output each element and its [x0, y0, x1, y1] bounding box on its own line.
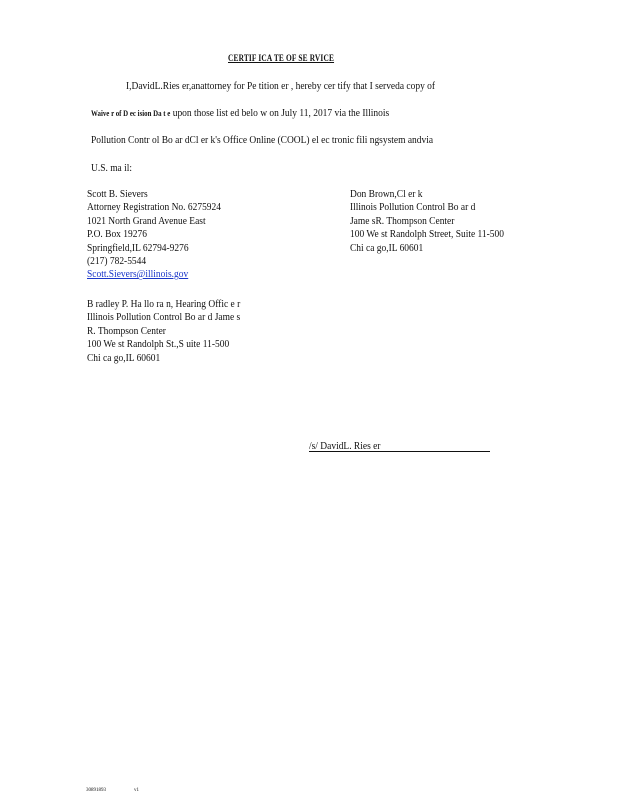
document-version: v1: [134, 788, 139, 793]
address-line: Chi ca go,IL 60601: [87, 351, 161, 364]
address-line: Chi ca go,IL 60601: [350, 241, 424, 254]
address-line: 100 We st Randolph Street, Suite 11-500: [350, 228, 505, 241]
address-line: (217) 782-5544: [87, 254, 147, 267]
signature-line: [309, 451, 490, 452]
address-line: Don Brown,Cl er k: [350, 188, 423, 200]
document-title: CERTIF ICA TE OF SE RVICE: [228, 53, 335, 63]
signature: /s/ DavidL. Ries er: [309, 440, 381, 452]
recipient-address-clerk: [350, 188, 504, 255]
address-line: B radley P. Ha llo ra n, Hearing Offic e r: [87, 298, 241, 310]
address-line: 100 We st Randolph St.,S uite 11-500: [87, 338, 230, 351]
address-line: Jame sR. Thompson Center: [350, 214, 455, 227]
certification-line-4: U.S. ma il:: [91, 162, 132, 174]
address-line: Illinois Pollution Control Bo ar d: [350, 201, 476, 214]
certification-line-2-text: upon those list ed belo w on July 11, 2017 via the Illinois: [170, 107, 390, 119]
address-line: 1021 North Grand Avenue East: [87, 214, 206, 227]
address-line: Illinois Pollution Control Bo ar d Jame s: [87, 311, 241, 324]
address-line: Attorney Registration No. 6275924: [87, 201, 222, 214]
recipient-address-hearing-officer: [87, 298, 240, 365]
certification-line-3: Pollution Contr ol Bo ar dCl er k's Office Online (COOL) el ec tronic fili ngsystem andvia: [91, 134, 434, 146]
email-link[interactable]: Scott.Sievers@illinois.gov: [87, 268, 189, 281]
address-line: Springfield,IL 62794-9276: [87, 241, 189, 254]
recipient-address-sievers: [87, 188, 221, 282]
document-number: 30891893: [86, 788, 106, 793]
address-line: Scott B. Sievers: [87, 188, 148, 200]
document-name: Waive r of D ec ision Da t e: [91, 109, 171, 118]
certification-line-2: [91, 107, 389, 120]
address-line: R. Thompson Center: [87, 324, 166, 337]
document-footer: [86, 788, 139, 794]
address-line: P.O. Box 19276: [87, 228, 147, 241]
certification-line-1: I,DavidL.Ries er,anattorney for Pe tition er , hereby cer tify that I serveda copy of: [126, 80, 436, 92]
